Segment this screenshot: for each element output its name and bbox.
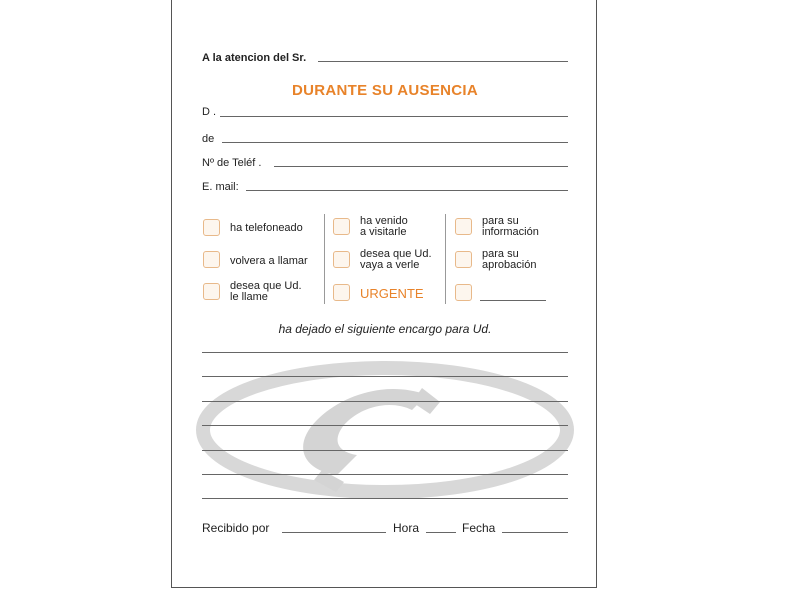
other-option-line[interactable] bbox=[480, 300, 546, 301]
message-form-sheet bbox=[171, 0, 597, 588]
option-telephoned-label: ha telefoneado bbox=[230, 222, 303, 234]
option-for-information-label: para su información bbox=[482, 215, 539, 238]
received-by-line[interactable] bbox=[282, 532, 386, 533]
message-line[interactable] bbox=[202, 352, 568, 353]
date-label: Fecha bbox=[462, 521, 496, 535]
option-visit-them-label: desea que Ud. vaya a verle bbox=[360, 248, 432, 271]
date-line[interactable] bbox=[502, 532, 568, 533]
checkbox-for-approval[interactable] bbox=[455, 251, 472, 268]
time-line[interactable] bbox=[426, 532, 456, 533]
checkbox-for-information[interactable] bbox=[455, 218, 472, 235]
option-for-approval-label: para su aprobación bbox=[482, 248, 537, 271]
checkbox-telephoned[interactable] bbox=[203, 219, 220, 236]
message-line[interactable] bbox=[202, 425, 568, 426]
checkbox-will-call-again[interactable] bbox=[203, 251, 220, 268]
received-by-label: Recibido por bbox=[202, 521, 270, 535]
checkbox-visited[interactable] bbox=[333, 218, 350, 235]
email-label: E. mail: bbox=[202, 181, 239, 193]
attention-line[interactable] bbox=[318, 61, 568, 62]
option-call-back-label: desea que Ud. le llame bbox=[230, 280, 302, 303]
message-line[interactable] bbox=[202, 474, 568, 475]
time-label: Hora bbox=[393, 521, 420, 535]
message-line[interactable] bbox=[202, 498, 568, 499]
checkbox-call-back[interactable] bbox=[203, 283, 220, 300]
checkbox-visit-them[interactable] bbox=[333, 251, 350, 268]
option-will-call-again-label: volvera a llamar bbox=[230, 255, 308, 267]
attention-label: A la atencion del Sr. bbox=[202, 52, 307, 64]
checkbox-urgent[interactable] bbox=[333, 284, 350, 301]
form-title: DURANTE SU AUSENCIA bbox=[292, 82, 478, 99]
of-line[interactable] bbox=[222, 142, 568, 143]
message-line[interactable] bbox=[202, 450, 568, 451]
column-divider bbox=[445, 214, 446, 304]
option-urgent-label: URGENTE bbox=[360, 286, 424, 301]
email-line[interactable] bbox=[246, 190, 568, 191]
phone-label: Nº de Teléf . bbox=[202, 157, 262, 169]
column-divider bbox=[324, 214, 325, 304]
message-line[interactable] bbox=[202, 376, 568, 377]
message-label: ha dejado el siguiente encargo para Ud. bbox=[278, 322, 492, 336]
phone-line[interactable] bbox=[274, 166, 568, 167]
checkbox-other[interactable] bbox=[455, 284, 472, 301]
from-label: D . bbox=[202, 106, 217, 118]
of-label: de bbox=[202, 133, 215, 145]
from-line[interactable] bbox=[220, 116, 568, 117]
message-line[interactable] bbox=[202, 401, 568, 402]
option-visited-label: ha venido a visitarle bbox=[360, 215, 408, 238]
